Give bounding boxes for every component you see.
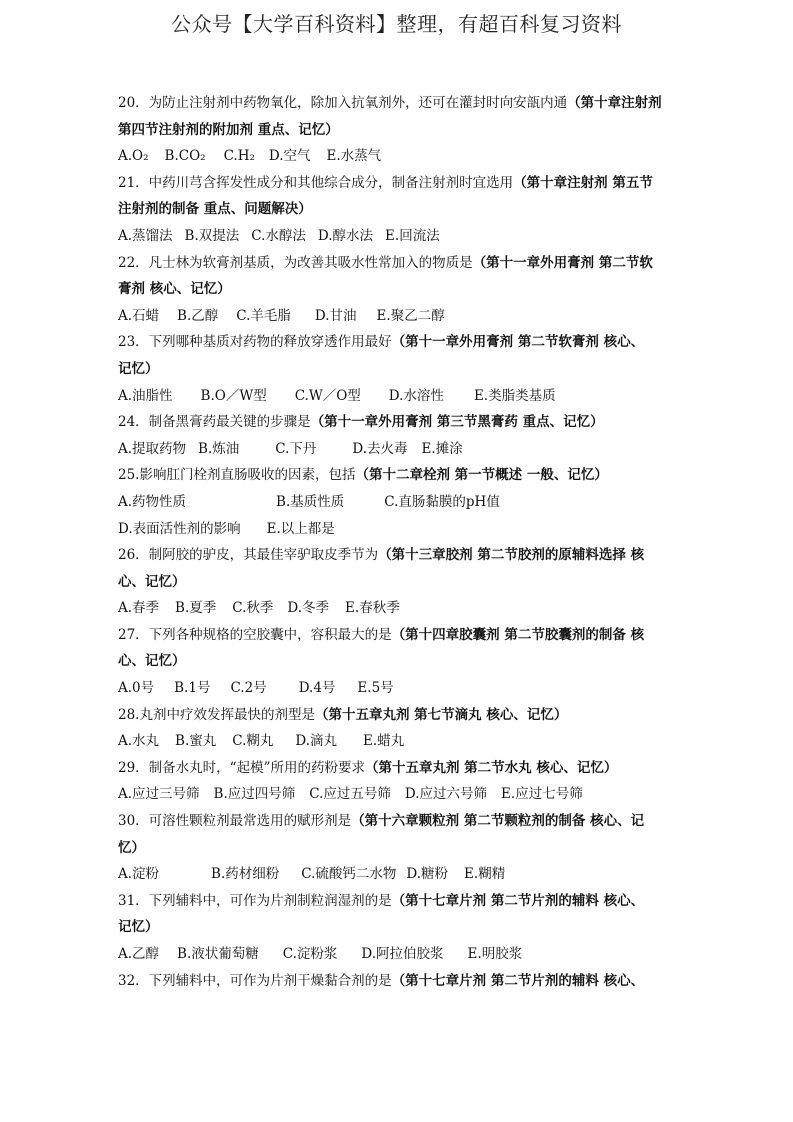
answer-option: D.去火毒 xyxy=(352,440,408,457)
answer-option: B.炼油 xyxy=(198,440,240,457)
question-stem xyxy=(118,250,678,277)
question-stem xyxy=(118,462,678,489)
answer-option: B.1号 xyxy=(174,680,211,697)
answer-option: C.直肠黏膜的pH值 xyxy=(384,493,500,510)
answer-option: C.W／O型 xyxy=(294,387,361,404)
page-header: 公众号【大学百科资料】整理，有超百科复习资料 xyxy=(171,12,622,36)
answer-option: C.2号 xyxy=(230,680,267,697)
chapter-tag-continued: 忆） xyxy=(118,839,145,856)
answer-option: A.应过三号筛 xyxy=(118,786,200,803)
question-text: 27．下列各种规格的空胶囊中，容积最大的是 xyxy=(118,626,392,643)
chapter-tag: （第十三章胶剂 第二节胶剂的原辅料选择 核 xyxy=(378,547,645,564)
answer-option: E.水蒸气 xyxy=(326,148,382,165)
answer-option: B.应过四号筛 xyxy=(213,786,296,803)
chapter-tag-continued: 心、记忆） xyxy=(118,573,186,590)
chapter-tag: （第十一章外用膏剂 第二节软 xyxy=(472,254,653,271)
chapter-tag: （第十七章片剂 第二节片剂的辅料 核心、 xyxy=(391,972,645,989)
answer-options xyxy=(118,383,678,410)
question-text: 28.丸剂中疗效发挥最快的剂型是 xyxy=(118,706,315,723)
answer-option: A.水丸 xyxy=(118,733,160,750)
answer-option: B.药材细粉 xyxy=(211,866,280,883)
answer-option: D.4号 xyxy=(298,680,336,697)
question-text: 30．可溶性颗粒剂最常选用的赋形剂是 xyxy=(118,813,352,830)
question-text: 32．下列辅料中，可作为片剂干燥黏合剂的是 xyxy=(118,972,392,989)
question-stem xyxy=(118,702,678,729)
chapter-tag-continued: 注射剂的制备 重点、问题解决） xyxy=(118,201,312,218)
answer-options xyxy=(118,675,678,702)
answer-options-row2 xyxy=(118,516,678,543)
answer-option: B.O／W型 xyxy=(200,387,267,404)
answer-options xyxy=(118,941,678,968)
question-text: 25.影响肛门栓剂直肠吸收的因素，包括 xyxy=(118,467,356,484)
answer-option: A.春季 xyxy=(118,600,160,617)
answer-option: A.0号 xyxy=(118,680,155,697)
answer-option: D.水溶性 xyxy=(388,387,444,404)
chapter-tag: （第十五章丸剂 第七节滴丸 核心、记忆） xyxy=(314,706,568,723)
answer-option: A.药物性质 xyxy=(118,493,187,510)
answer-options xyxy=(118,728,678,755)
answer-option: B.双提法 xyxy=(184,227,240,244)
question-stem xyxy=(118,808,678,835)
chapter-tag: （第十章注射剂 第五节 xyxy=(513,174,653,191)
question-stem xyxy=(118,90,678,117)
answer-option: D.糖粉 xyxy=(406,866,449,883)
answer-option: E.类脂类基质 xyxy=(473,387,556,404)
answer-option: C.硫酸钙二水物 xyxy=(301,866,397,883)
question-list xyxy=(118,90,678,994)
chapter-tag: （第十四章胶囊剂 第二节胶囊剂的制备 核 xyxy=(391,626,645,643)
question-text: 23．下列哪种基质对药物的释放穿透作用最好 xyxy=(118,334,392,351)
answer-option: D.甘油 xyxy=(314,307,357,324)
chapter-tag-continued: 心、记忆） xyxy=(118,653,186,670)
answer-option: A.油脂性 xyxy=(118,387,173,404)
answer-option: C.糊丸 xyxy=(232,733,274,750)
answer-option: D.应过六号筛 xyxy=(404,786,488,803)
answer-option: A.乙醇 xyxy=(118,946,160,962)
answer-option: D.空气 xyxy=(268,148,311,165)
answer-option: C.水醇法 xyxy=(251,227,306,244)
answer-option: C.H₂ xyxy=(223,148,255,165)
question-text: 20．为防止注射剂中药物氧化，除加入抗氧剂外，还可在灌封时向安瓿内通 xyxy=(118,95,568,111)
chapter-tag-continued: 膏剂 核心、记忆） xyxy=(118,281,231,298)
answer-option: D.滴丸 xyxy=(295,733,338,750)
answer-options xyxy=(118,143,678,170)
answer-option: A.O₂ xyxy=(118,148,149,165)
answer-option: C.羊毛脂 xyxy=(236,307,291,324)
question-stem xyxy=(118,622,678,649)
answer-option: A.淀粉 xyxy=(118,866,160,883)
answer-options xyxy=(118,303,678,330)
answer-options xyxy=(118,861,678,888)
question-text: 22．凡士林为软膏剂基质，为改善其吸水性常加入的物质是 xyxy=(118,254,473,271)
answer-option: A.提取药物 xyxy=(118,440,187,457)
chapter-tag: （第十五章丸剂 第二节水丸 核心、记忆） xyxy=(364,759,618,776)
chapter-tag-continued: 记忆） xyxy=(118,360,159,377)
answer-option: D.醇水法 xyxy=(317,227,374,244)
answer-option: E.摊涂 xyxy=(421,440,463,457)
question-stem xyxy=(118,542,678,569)
chapter-tag: （第十一章外用膏剂 第三节黑膏药 重点、记忆） xyxy=(310,414,604,431)
answer-option: E.明胶浆 xyxy=(467,946,523,962)
answer-option: E.回流法 xyxy=(385,227,440,244)
chapter-tag: （第十六章颗粒剂 第二节颗粒剂的制备 核心、记 xyxy=(351,813,645,830)
answer-option: B.CO₂ xyxy=(164,148,206,165)
answer-option: D.表面活性剂的影响 xyxy=(118,520,241,537)
chapter-tag-continued: 第四节注射剂的附加剂 重点、记忆） xyxy=(118,121,339,138)
answer-option: E.以上都是 xyxy=(266,520,335,537)
answer-option: D.冬季 xyxy=(287,600,330,617)
answer-option: A.蒸馏法 xyxy=(118,227,173,244)
answer-option: C.淀粉浆 xyxy=(282,946,338,962)
chapter-tag-continued: 记忆） xyxy=(118,919,159,936)
question-stem xyxy=(118,409,678,436)
answer-option: B.液状葡萄糖 xyxy=(177,946,259,962)
chapter-tag: （第十二章栓剂 第一节概述 一般、记忆） xyxy=(355,467,608,484)
question-text: 26．制阿胶的驴皮，其最佳宰驴取皮季节为 xyxy=(118,547,379,564)
question-text: 21．中药川芎含挥发性成分和其他综合成分，制备注射剂时宜选用 xyxy=(118,174,514,191)
answer-option: B.蜜丸 xyxy=(175,733,217,750)
answer-option: E.应过七号筛 xyxy=(501,786,583,803)
answer-option: B.基质性质 xyxy=(276,493,345,510)
question-stem xyxy=(118,888,678,915)
question-stem xyxy=(118,329,678,356)
answer-option: C.秋季 xyxy=(232,600,274,617)
answer-option: E.蜡丸 xyxy=(363,733,405,750)
answer-option: C.应过五号筛 xyxy=(309,786,391,803)
chapter-tag: （第十七章片剂 第二节片剂的辅料 核心、 xyxy=(391,892,645,909)
answer-option: D.阿拉伯胶浆 xyxy=(361,946,444,962)
answer-options xyxy=(118,436,678,463)
question-text: 29．制备水丸时，“起模”所用的药粉要求 xyxy=(118,759,365,776)
chapter-tag: （第十一章外用膏剂 第二节软膏剂 核心、 xyxy=(391,334,645,351)
answer-option: E.聚乙二醇 xyxy=(376,307,445,324)
answer-option: B.夏季 xyxy=(175,600,217,617)
answer-options xyxy=(118,489,678,516)
answer-options xyxy=(118,223,678,250)
question-text: 31．下列辅料中，可作为片剂制粒润湿剂的是 xyxy=(118,892,392,909)
answer-options xyxy=(118,595,678,622)
answer-option: E.5号 xyxy=(357,680,394,697)
question-stem xyxy=(118,968,678,995)
answer-option: C.下丹 xyxy=(275,440,317,457)
question-stem xyxy=(118,170,678,197)
answer-option: A.石蜡 xyxy=(118,307,160,324)
question-text: 24．制备黑膏药最关键的步骤是 xyxy=(118,414,311,431)
answer-option: E.糊精 xyxy=(464,866,506,883)
chapter-tag: （第十章注射剂 xyxy=(567,95,662,111)
answer-option: B.乙醇 xyxy=(177,307,219,324)
answer-option: E.春秋季 xyxy=(345,600,400,617)
answer-options xyxy=(118,781,678,808)
question-stem xyxy=(118,755,678,782)
